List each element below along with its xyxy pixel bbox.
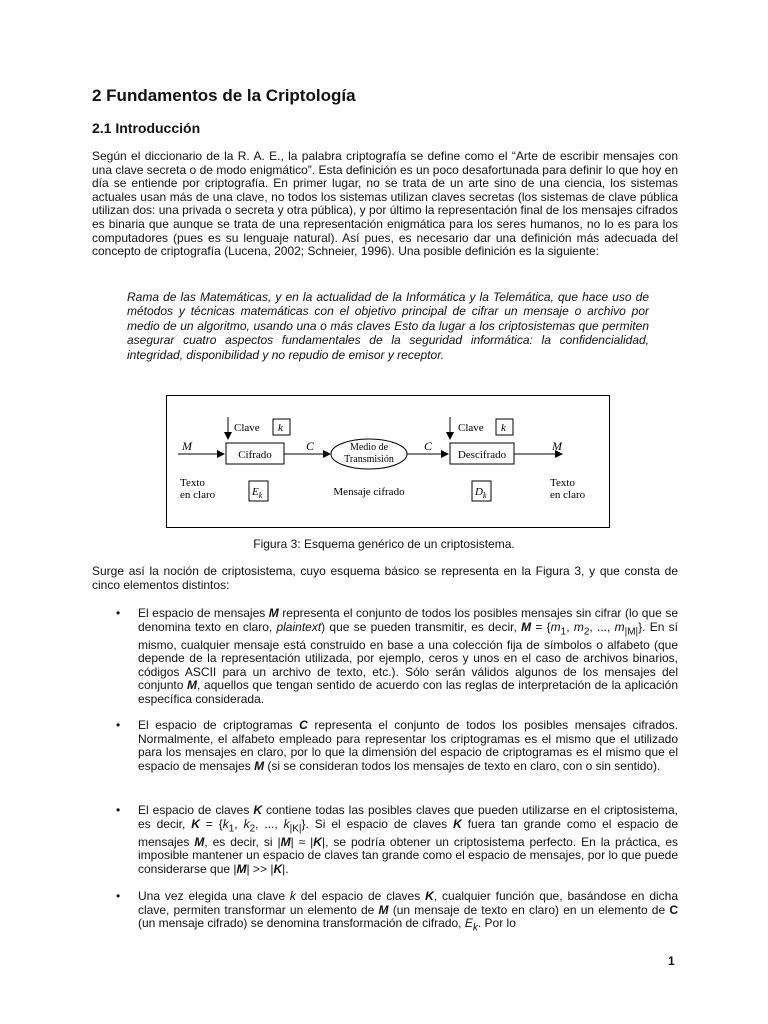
bullet-marker: • [116,889,121,903]
texto-right-1: Texto [550,477,575,489]
medio-line-1: Medio de [349,442,389,453]
intro-paragraph: Según el diccionario de la R. A. E., la palabra criptografía se define como el “Arte de escribir mensajes con una clave secreta o de modo enigmático”. Esta definición es un poco desafortunada para definir lo que hoy en día se entiende por criptografía. En primer lugar, no se trata de un arte sino de una ciencia, los sistemas actuales usan más de una clave, no todos los sistemas utilizan claves secretas (los sistemas de clave pública utilizan dos: una privada o secreta y otra pública), y por último la representación final de los mensajes cifrados es binaria que aunque se trata de una representación enigmática para los seres humanos, no lo es para los computadores (pues es su lenguaje natural). Así pues, es necesario dar una definición más adecuada del concepto de criptografía (Lucena, 2002; Schneier, 1996). Una posible definición es la siguiente: [92,149,678,259]
page-number: 1 [668,954,675,968]
bullet-marker: • [116,718,121,732]
bullet-marker: • [116,803,121,817]
texto-left-1: Texto [180,477,205,489]
section-heading: 2.1 Introducción [92,120,201,136]
ek-main: E [252,486,259,498]
m-label-right: M [552,439,562,453]
key-label-right: Clave [458,422,484,434]
after-figure-paragraph: Surge así la noción de criptosistema, cuyo esquema básico se representa en la Figura 3, y que consta de cinco elementos distintos: [92,564,678,592]
texto-right-2: en claro [550,489,586,501]
bullet-ciphertext-space: El espacio de criptogramas C representa el conjunto de todos los posibles mensajes cifrados. Normalmente, el alfabeto empleado para representar los criptogramas es el mismo que el utilizado para los mensajes en claro, por lo que la dimensión del espacio de criptogramas es el mismo que el espacio de mensajes M (si se consideran todos los mensajes de texto en claro, con o sin sentido). [138,718,678,773]
chapter-heading: 2 Fundamentos de la Criptología [92,86,356,105]
key-symbol-left: k [278,422,283,434]
texto-left-2: en claro [180,489,216,501]
c-label-right: C [424,439,433,453]
mensaje-cifrado-label: Mensaje cifrado [333,486,405,498]
medio-line-2: Transmisión [344,454,394,465]
ek-sub: k [258,491,263,500]
cryptosystem-diagram [166,395,610,529]
c-label-left: C [306,439,315,453]
bullet-marker: • [116,606,121,620]
ek-label [251,486,263,500]
bullet-message-space: El espacio de mensajes M representa el conjunto de todos los posibles mensajes sin cifrar (lo que se denomina texto en claro, plaintext) que se pueden transmitir, es decir, $M = \{m_1$, $m_2$, ..., $m_{|M|}$}. En sí mismo, cualquier mensaje está construido en base a una colección fija de símbolos o alfabeto (que depende de la representación utilizada, por ejemplo, ceros y unos en el caso de archivos binarios, códigos ASCII para un archivo de texto, etc.). Sólo serán válidos algunos de los mensajes del conjunto M, aquellos que tengan sentido de acuerdo con las reglas de interpretación de la aplicación específica considerada. [138,606,679,706]
figure-caption: Figura 3: Esquema genérico de un criptosistema. [253,537,515,551]
bullet-key-space: El espacio de claves K contiene todas las posibles claves que pueden utilizarse en el criptosistema, es decir, $K = \{k_1$, $k_2$, ..., $k_{|K|}$}. Si el espacio de claves K fuera tan grande como el espacio de mensajes M, es decir, si |M| ≈ |K|, se podría obtener un criptosistema perfecto. En la práctica, es imposible mantener un espacio de claves tan grande como el espacio de mensajes, por lo que puede considerarse que |M| >> |K|. [138,803,679,876]
m-label-left: M [182,439,192,453]
dk-main: D [475,486,483,498]
definition-quote: Rama de las Matemáticas, y en la actualidad de la Informática y la Telemática, que hace uso de métodos y técnicas matemáticas con el objetivo principal de cifrar un mensaje o archivo por medio de un algoritmo, usando una o más claves Esto da lugar a los criptosistemas que permiten asegurar cuatro aspectos fundamentales de la seguridad informática: la confidencialidad, integridad, disponibilidad y no repudio de emisor y receptor. [127,290,649,362]
bullet-cipher-transformation: Una vez elegida una clave k del espacio de claves K, cualquier función que, basándose en dicha clave, permiten transformar un elemento de M (un mensaje de texto en claro) en un elemento de C (un mensaje cifrado) se denomina transformación de cifrado, $E_k$. Por lo [138,889,679,934]
key-label-left: Clave [234,422,260,434]
dk-sub: k [482,491,487,500]
descifrado-label: Descifrado [457,449,507,461]
cifrado-label: Cifrado [238,449,272,461]
dk-label [474,486,487,500]
key-symbol-right: k [501,422,506,434]
